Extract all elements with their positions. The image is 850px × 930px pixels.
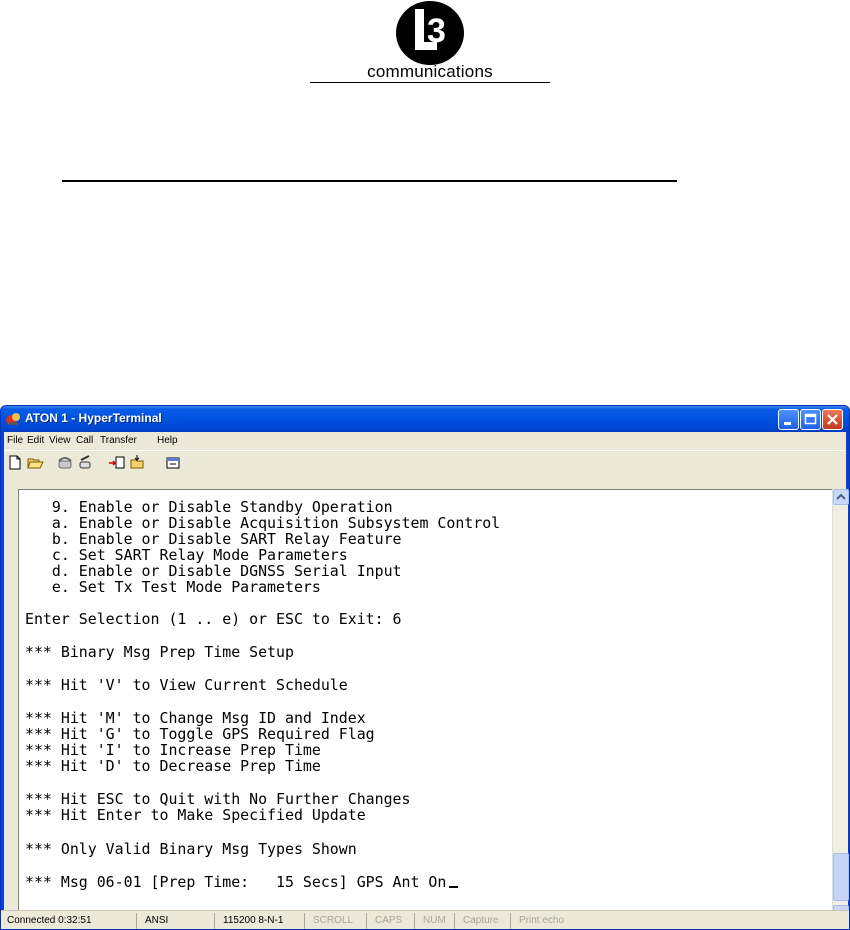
status-caps: CAPS [371, 913, 415, 930]
logo-wordmark: communications [367, 62, 493, 81]
terminal-line: *** Hit 'G' to Toggle GPS Required Flag [25, 725, 375, 743]
svg-text:3: 3 [427, 12, 446, 50]
connect-button[interactable] [56, 454, 74, 471]
terminal-line: Enter Selection (1 .. e) or ESC to Exit: 6 [25, 610, 402, 628]
terminal-line: c. Set SART Relay Mode Parameters [25, 546, 348, 564]
l3-logo [300, 0, 560, 90]
vertical-scrollbar[interactable] [832, 489, 848, 921]
window-client-area [4, 432, 846, 928]
menu-edit[interactable]: Edit [27, 435, 45, 446]
menu-view[interactable]: View [49, 435, 71, 446]
close-button[interactable] [822, 409, 843, 430]
terminal-screen[interactable] [18, 489, 832, 921]
connect-phone-icon [56, 454, 74, 471]
title-bar[interactable] [1, 406, 849, 432]
close-icon [823, 410, 842, 429]
status-port-settings: 115200 8-N-1 [219, 913, 305, 930]
menu-file[interactable]: File [7, 435, 24, 446]
disconnect-phone-icon [76, 454, 94, 471]
terminal-line-text: *** Msg 06-01 [Prep Time: 15 Secs] GPS Ant On [25, 873, 447, 891]
status-capture: Capture [459, 913, 511, 930]
disconnect-button[interactable] [76, 454, 94, 471]
new-connection-button[interactable] [6, 454, 24, 471]
scroll-up-button[interactable] [833, 489, 849, 505]
new-document-icon [6, 454, 24, 471]
maximize-icon [801, 410, 820, 429]
properties-button[interactable] [164, 454, 182, 471]
minimize-icon [779, 410, 798, 429]
terminal-line: b. Enable or Disable SART Relay Feature [25, 530, 402, 548]
terminal-line: *** Hit 'I' to Increase Prep Time [25, 741, 321, 759]
toolbar [4, 450, 846, 474]
terminal-line: *** Hit 'M' to Change Msg ID and Index [25, 709, 366, 727]
terminal-line: e. Set Tx Test Mode Parameters [25, 578, 321, 596]
open-folder-icon [26, 454, 44, 471]
terminal-line: *** Hit 'D' to Decrease Prep Time [25, 757, 321, 775]
minimize-button[interactable] [778, 409, 799, 430]
terminal-line: *** Hit ESC to Quit with No Further Changes [25, 790, 411, 808]
menu-call[interactable]: Call [76, 435, 94, 446]
status-emulation: ANSI [141, 913, 215, 930]
logo-underline [310, 82, 550, 83]
status-print-echo: Print echo [519, 915, 565, 926]
text-cursor [449, 886, 458, 888]
status-num: NUM [419, 913, 455, 930]
terminal-line: *** Hit Enter to Make Specified Update [25, 806, 366, 824]
scroll-thumb[interactable] [833, 853, 849, 901]
terminal-line: *** Hit 'V' to View Current Schedule [25, 676, 348, 694]
chevron-up-icon [834, 490, 848, 504]
receive-file-icon [128, 454, 146, 471]
menu-transfer[interactable]: Transfer [100, 435, 137, 446]
terminal-line: *** Only Valid Binary Msg Types Shown [25, 840, 357, 858]
properties-icon [164, 454, 182, 471]
terminal-prompt-line [25, 874, 458, 890]
hyperterminal-window [0, 405, 850, 930]
menu-help[interactable]: Help [157, 435, 178, 446]
status-scroll: SCROLL [309, 913, 367, 930]
hyperterminal-app-icon[interactable] [5, 411, 21, 427]
document-rule [62, 180, 677, 182]
window-title: ATON 1 - HyperTerminal [25, 411, 162, 425]
send-file-icon [108, 454, 126, 471]
l3-logo-mark-icon [394, 0, 466, 66]
status-bar [1, 910, 850, 930]
receive-button[interactable] [128, 454, 146, 471]
send-button[interactable] [108, 454, 126, 471]
terminal-line: 9. Enable or Disable Standby Operation [25, 498, 393, 516]
maximize-button[interactable] [800, 409, 821, 430]
terminal-line: d. Enable or Disable DGNSS Serial Input [25, 562, 402, 580]
menu-bar [4, 432, 846, 450]
open-button[interactable] [26, 454, 44, 471]
terminal-line: *** Binary Msg Prep Time Setup [25, 643, 294, 661]
status-connected: Connected 0:32:51 [3, 913, 137, 930]
terminal-line: a. Enable or Disable Acquisition Subsystem Control [25, 514, 501, 532]
